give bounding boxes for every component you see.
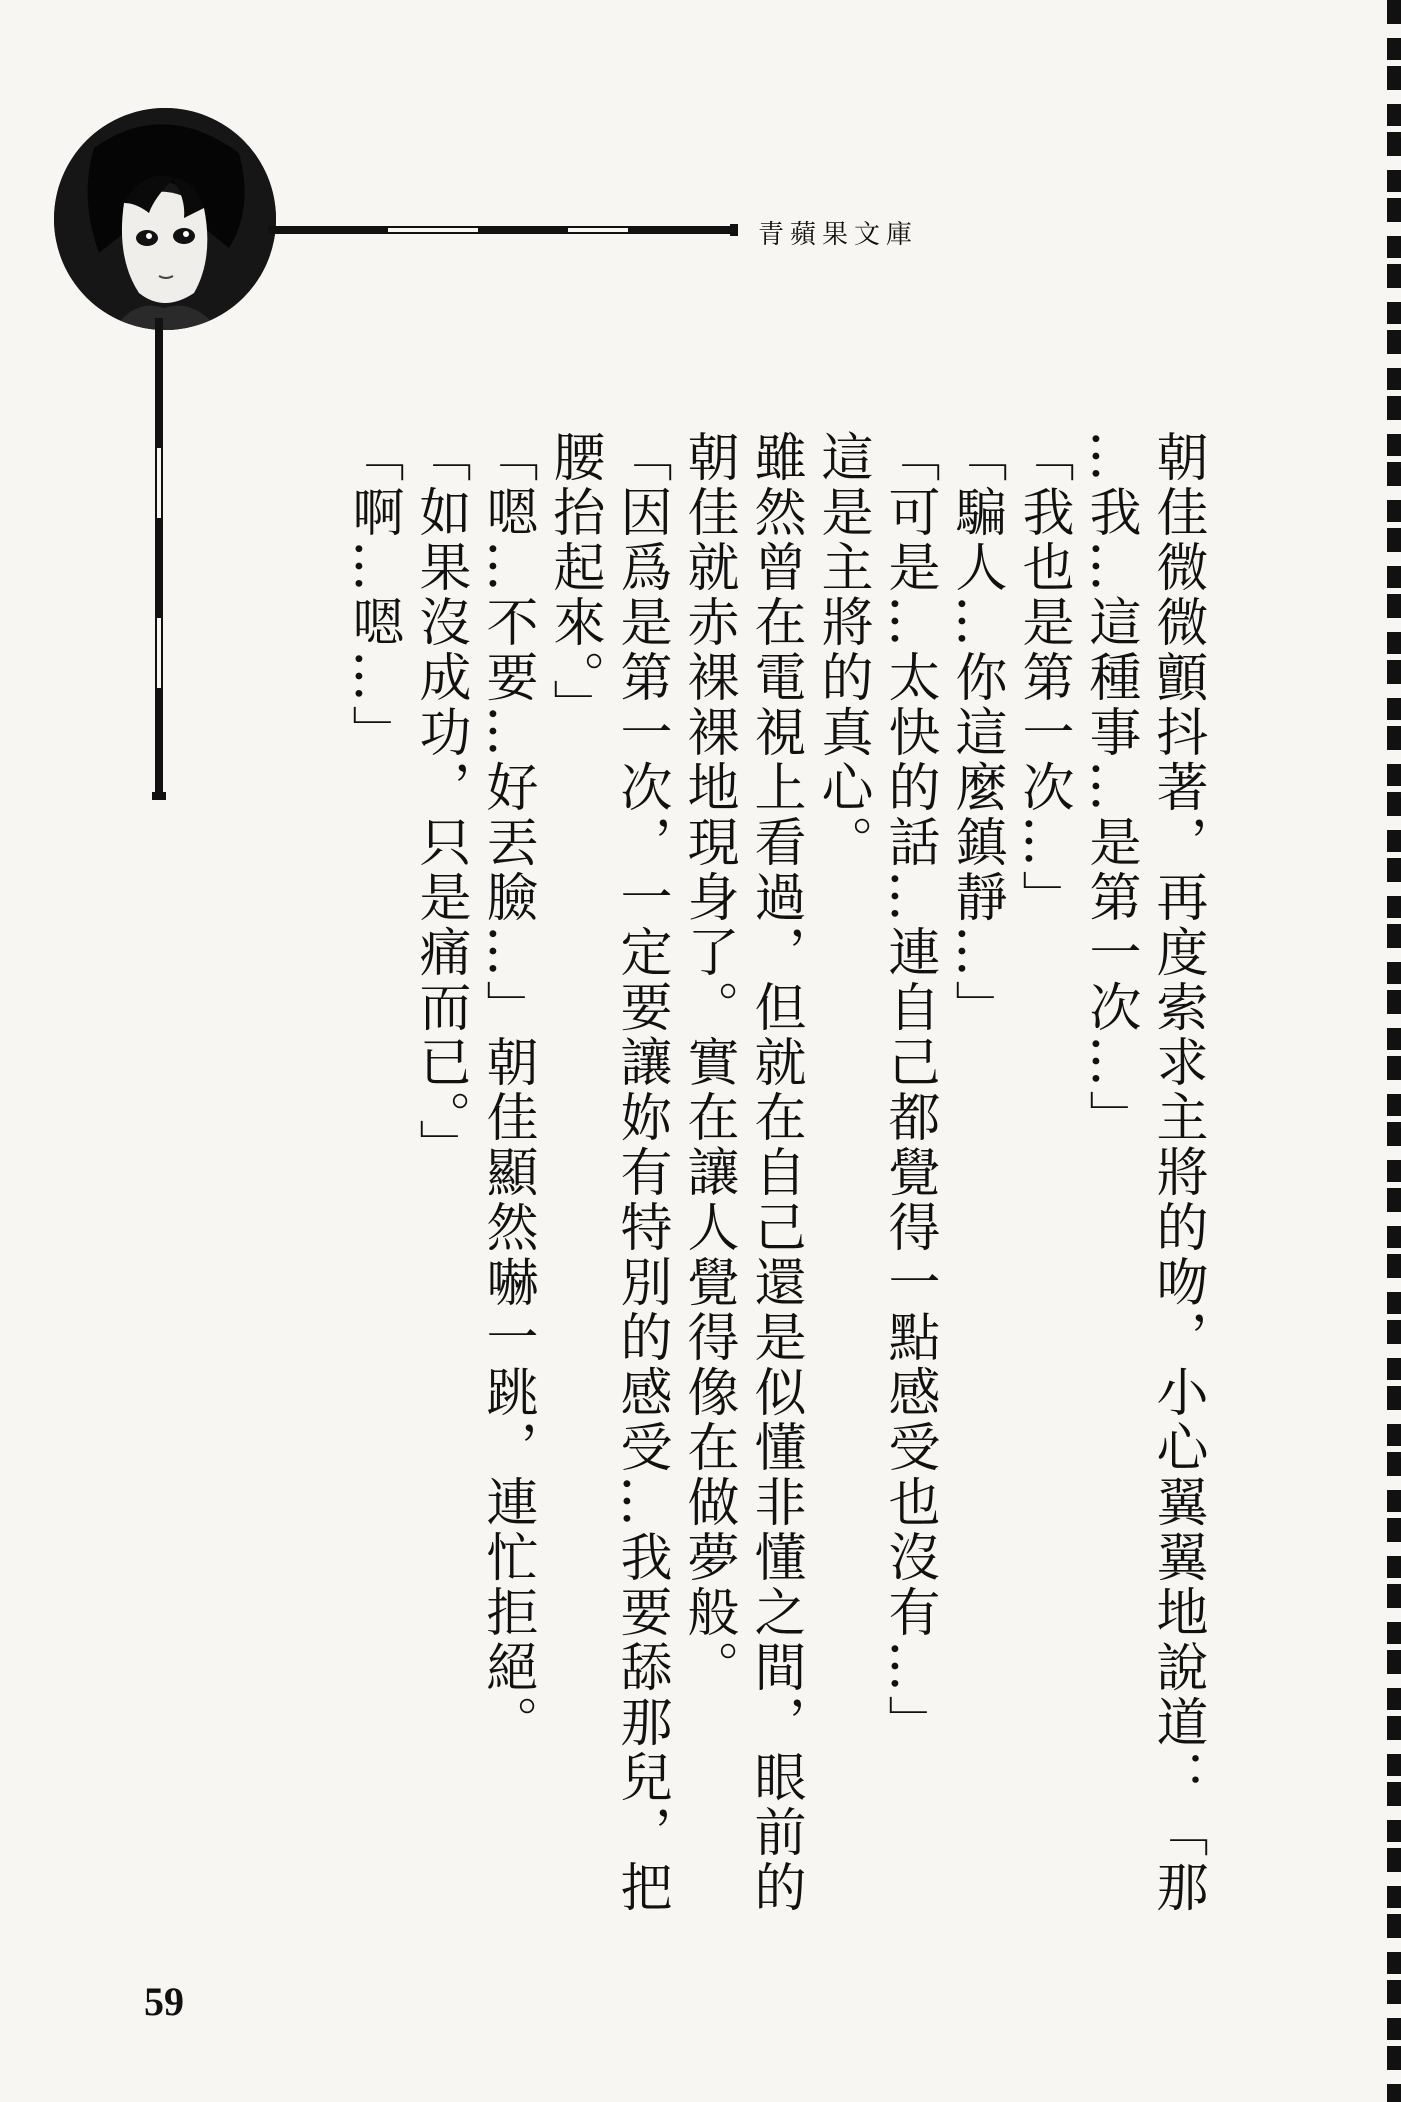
text-line: 「騙人…你這麼鎮靜…」 bbox=[946, 430, 1006, 1035]
portrait-illustration bbox=[54, 108, 276, 330]
text-line: 「我也是第一次…」 bbox=[1013, 430, 1073, 925]
page-number: 59 bbox=[144, 1979, 184, 2024]
page-edge bbox=[1387, 0, 1401, 2102]
header-rule bbox=[268, 224, 738, 236]
character-portrait bbox=[54, 108, 276, 330]
text-line: 「嗯…不要…好丟臉…」朝佳顯然嚇一跳，連忙拒絕。 bbox=[477, 430, 537, 1750]
text-line: 朝佳就赤裸裸地現身了。實在讓人覺得像在做夢般。 bbox=[678, 430, 738, 1695]
series-title: 青蘋果文庫 bbox=[758, 220, 919, 250]
text-line: 「如果沒成功，只是痛而已。」 bbox=[410, 430, 470, 1174]
text-line: 朝佳微微顫抖著，再度索求主將的吻，小心翼翼地說道：「那 bbox=[1147, 430, 1207, 1915]
margin-rule bbox=[152, 318, 166, 800]
text-line: …我…這種事…是第一次…」 bbox=[1080, 430, 1140, 1145]
text-line: 雖然曾在電視上看過，但就在自己還是似懂非懂之間，眼前的 bbox=[745, 430, 805, 1915]
vertical-body-text bbox=[290, 430, 1210, 1950]
text-line: 腰抬起來。」 bbox=[544, 430, 604, 734]
text-line: 「可是…太快的話…連自己都覺得一點感受也沒有…」 bbox=[879, 430, 939, 1750]
text-line: 「因爲是第一次，一定要讓妳有特別的感受…我要舔那兒，把 bbox=[611, 430, 671, 1915]
text-line: 這是主將的真心。 bbox=[812, 430, 872, 870]
text-line: 「啊…嗯…」 bbox=[343, 430, 403, 760]
